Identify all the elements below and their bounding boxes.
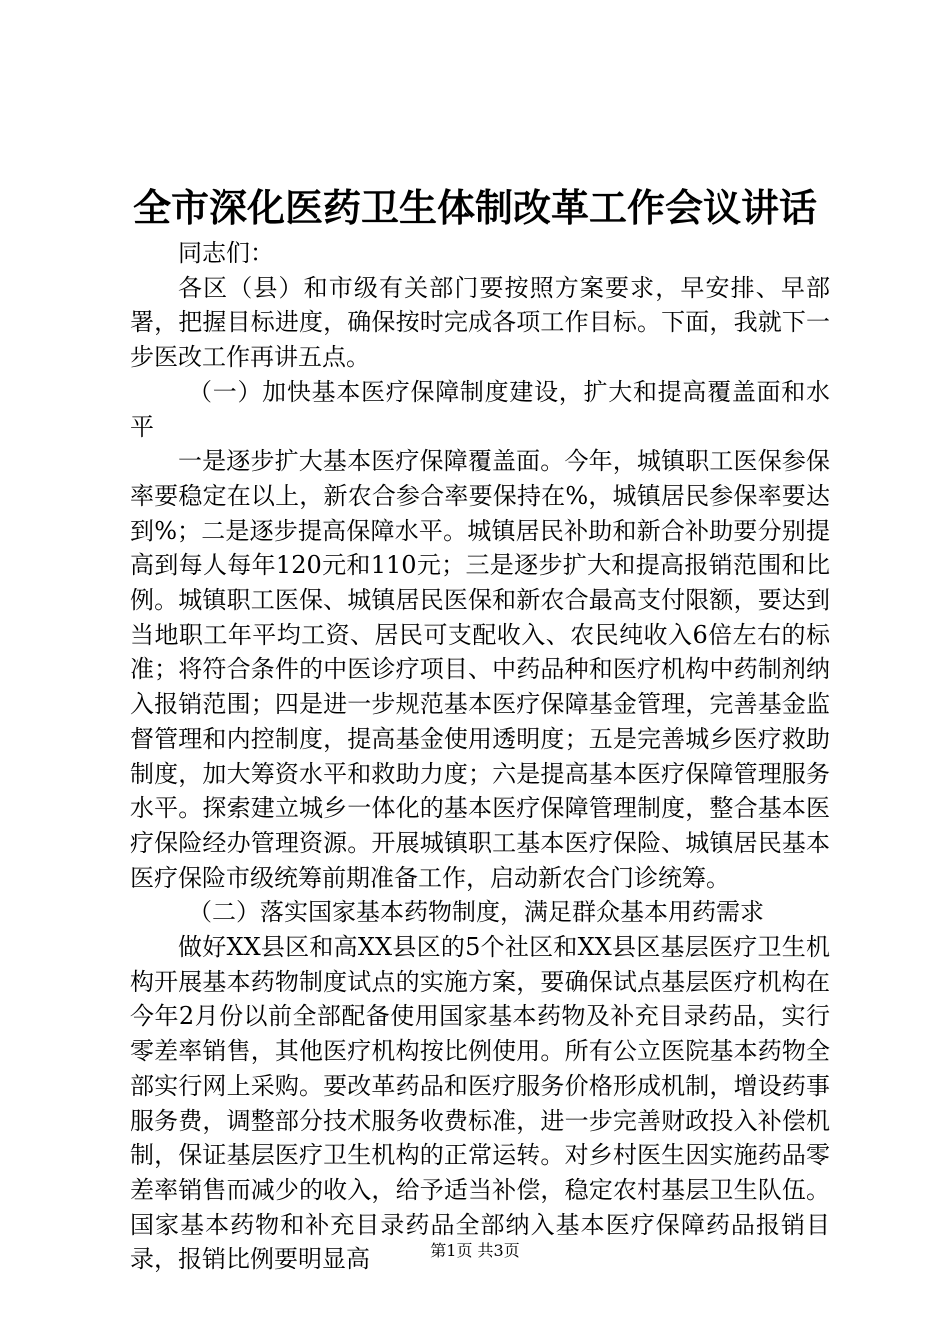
section-heading-2: （二）落实国家基本药物制度，满足群众基本用药需求 bbox=[188, 898, 764, 927]
document-title: 全市深化医药卫生体制改革工作会议讲话 bbox=[132, 185, 817, 230]
section-heading-1: （一）加快基本医疗保障制度建设，扩大和提高覆盖面和水平 bbox=[130, 377, 830, 441]
document-body bbox=[130, 236, 830, 1277]
greeting-paragraph: 同志们： bbox=[178, 239, 274, 267]
page-number-footer: 第1页 共3页 bbox=[430, 1241, 520, 1260]
section-1-paragraph: 一是逐步扩大基本医疗保障覆盖面。今年，城镇职工医保参保率要稳定在以上，新农合参合率要保持在%，城镇居民参保率要达到%；二是逐步提高保障水平。城镇居民补助和新合补助要分别提高到每人每年120元和110元；三是逐步扩大和提高报销范围和比例。城镇职工医保、城镇居民医保和新农合最高支付限额，要达到当地职工年平均工资、居民可支配收入、农民纯收入6倍左右的标准；将符合条件的中医诊疗项目、中药品种和医疗机构中药制剂纳入报销范围；四是进一步规范基本医疗保障基金管理，完善基金监督管理和内控制度，提高基金使用透明度；五是完善城乡医疗救助制度，加大筹资水平和救助力度；六是提高基本医疗保障管理服务水平。探索建立城乡一体化的基本医疗保障管理制度，整合基本医疗保险经办管理资源。开展城镇职工基本医疗保险、城镇居民基本医疗保险市级统筹前期准备工作，启动新农合门诊统筹。 bbox=[130, 447, 830, 892]
intro-paragraph: 各区（县）和市级有关部门要按照方案要求，早安排、早部署，把握目标进度，确保按时完成各项工作目标。下面，我就下一步医改工作再讲五点。 bbox=[130, 273, 830, 372]
section-2-paragraph: 做好XX县区和高XX县区的5个社区和XX县区基层医疗卫生机构开展基本药物制度试点的实施方案，要确保试点基层医疗机构在今年2月份以前全部配备使用国家基本药物及补充目录药品，实行零差率销售，其他医疗机构按比例使用。所有公立医院基本药物全部实行网上采购。要改革药品和医疗服务价格形成机制，增设药事服务费，调整部分技术服务收费标准，进一步完善财政投入补偿机制，保证基层医疗卫生机构的正常运转。对乡村医生因实施药品零差率销售而减少的收入，给予适当补偿，稳定农村基层卫生队伍。国家基本药物和补充目录药品全部纳入基本医疗保障药品报销目录，报销比例要明显高 bbox=[130, 933, 830, 1274]
